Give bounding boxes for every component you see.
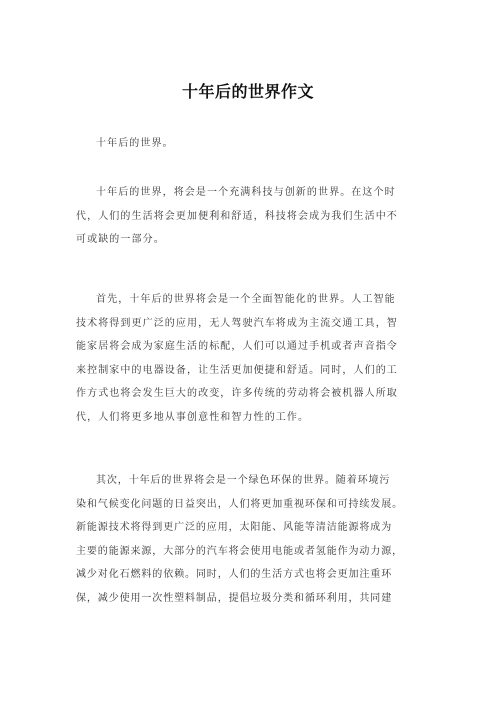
paragraph-line: 可或缺的一部分。	[76, 234, 165, 245]
paragraph-3	[76, 288, 436, 429]
document-title: 十年后的世界作文	[181, 82, 314, 101]
paragraph-line: 来控制家中的电器设备，让生活更加便捷和舒适。同时，人们的工	[76, 364, 398, 376]
paragraph-line: 代，人们的生活将会更加便利和舒适，科技将会成为我们生活中不	[76, 210, 398, 222]
paragraph-line: 作方式也将会发生巨大的改变，许多传统的劳动将会被机器人所取	[76, 388, 398, 399]
paragraph-line: 减少对化石燃料的依赖。同时，人们的生活方式也将会更加注重环	[76, 569, 393, 580]
paragraph-line: 代，人们将更多地从事创意性和智力性的工作。	[76, 411, 310, 423]
paragraph-line: 十年后的世界，将会是一个充满科技与创新的世界。在这个时	[96, 187, 396, 198]
paragraph-line: 技术将得到更广泛的应用，无人驾驶汽车将成为主流交通工具，智	[76, 317, 398, 329]
paragraph-line: 其次，十年后的世界将会是一个绿色环保的世界。随着环境污	[96, 475, 391, 486]
paragraph-1	[76, 132, 436, 156]
paragraph-line: 染和气候变化问题的日益突出，人们将更加重视环保和可持续发展。	[76, 498, 403, 510]
paragraph-4	[76, 469, 436, 610]
paragraph-line: 十年后的世界。	[96, 138, 174, 149]
paragraph-line: 保，减少使用一次性塑料制品，提倡垃圾分类和循环利用，共同建	[76, 592, 393, 604]
paragraph-line: 首先，十年后的世界将会是一个全面智能化的世界。人工智能	[96, 294, 396, 305]
paragraph-line: 能家居将会成为家庭生活的标配，人们可以通过手机或者声音指令	[76, 341, 398, 352]
paragraph-line: 主要的能源来源，大部分的汽车将会使用电能或者氢能作为动力源，	[76, 545, 403, 557]
paragraph-line: 新能源技术将得到更广泛的应用，太阳能、风能等清洁能源将成为	[76, 522, 393, 533]
paragraph-2	[76, 181, 436, 252]
